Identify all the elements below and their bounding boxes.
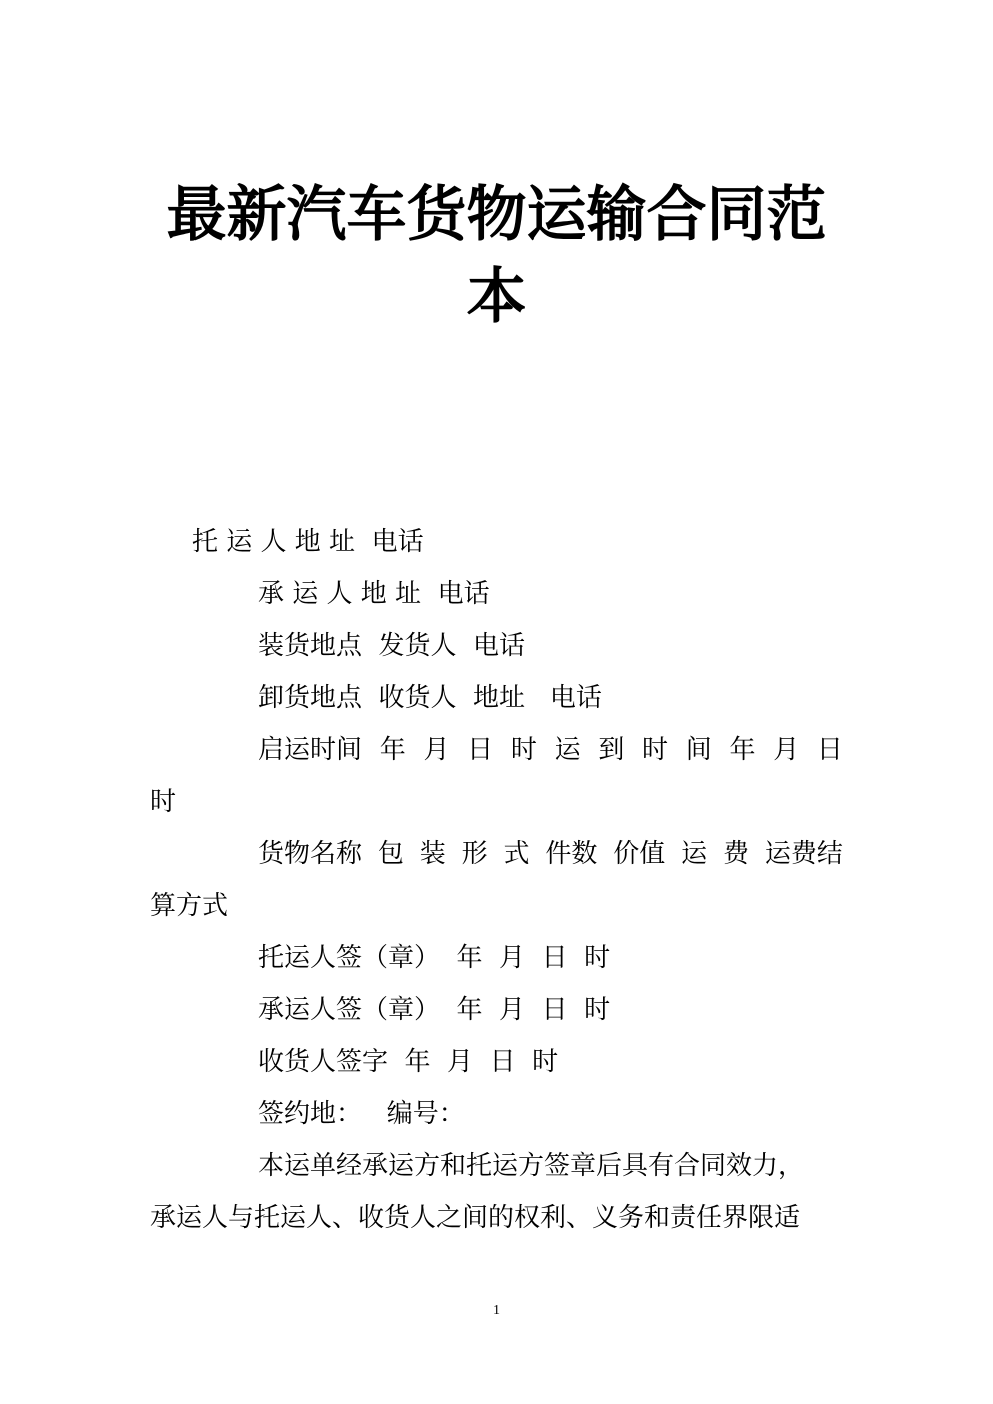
unloading-place-line: 卸货地点 收货人 地址 电话: [258, 683, 602, 713]
carrier-signature-line: 承运人签（章） 年 月 日 时: [258, 995, 611, 1025]
goods-word: 费: [723, 839, 750, 869]
schedule-word: 时: [642, 735, 669, 765]
paragraph-line-1: 本运单经承运方和托运方签章后具有合同效力，: [258, 1151, 805, 1181]
goods-word: 形: [461, 839, 488, 869]
schedule-word: 时: [510, 735, 537, 765]
document-title-line-1: 最新汽车货物运输合同范: [166, 180, 827, 250]
schedule-word: 年: [379, 735, 406, 765]
schedule-word: 日: [816, 735, 843, 765]
schedule-word: 间: [685, 735, 712, 765]
schedule-word: 月: [423, 735, 450, 765]
goods-word: 件数: [545, 839, 598, 869]
document-title-line-2: 本: [466, 262, 527, 332]
goods-continuation: 算方式: [150, 891, 229, 921]
goods-word: 货物名称: [258, 839, 363, 869]
schedule-word: 到: [598, 735, 625, 765]
goods-line: [258, 834, 843, 874]
schedule-word: 月: [773, 735, 800, 765]
schedule-word: 运: [554, 735, 581, 765]
shipper-line: 托 运 人 地 址 电话: [192, 527, 424, 557]
goods-word: 价值: [613, 839, 666, 869]
goods-word: 运: [681, 839, 708, 869]
schedule-word: 启运时间: [258, 735, 363, 765]
schedule-line: [258, 730, 843, 770]
carrier-line: 承 运 人 地 址 电话: [258, 579, 490, 609]
schedule-word: 日: [467, 735, 494, 765]
schedule-continuation: 时: [150, 787, 177, 817]
goods-word: 运费结: [764, 839, 843, 869]
consignee-signature-line: 收货人签字 年 月 日 时: [258, 1047, 559, 1077]
page-number: 1: [493, 1303, 500, 1318]
schedule-word: 年: [729, 735, 756, 765]
loading-place-line: 装货地点 发货人 电话: [258, 631, 526, 661]
goods-word: 包: [377, 839, 404, 869]
goods-word: 式: [503, 839, 530, 869]
signing-place-number-line: 签约地： 编号：: [258, 1099, 465, 1129]
goods-word: 装: [419, 839, 446, 869]
paragraph-line-2: 承运人与托运人、收货人之间的权利、义务和责任界限适: [150, 1203, 801, 1233]
shipper-signature-line: 托运人签（章） 年 月 日 时: [258, 943, 611, 973]
